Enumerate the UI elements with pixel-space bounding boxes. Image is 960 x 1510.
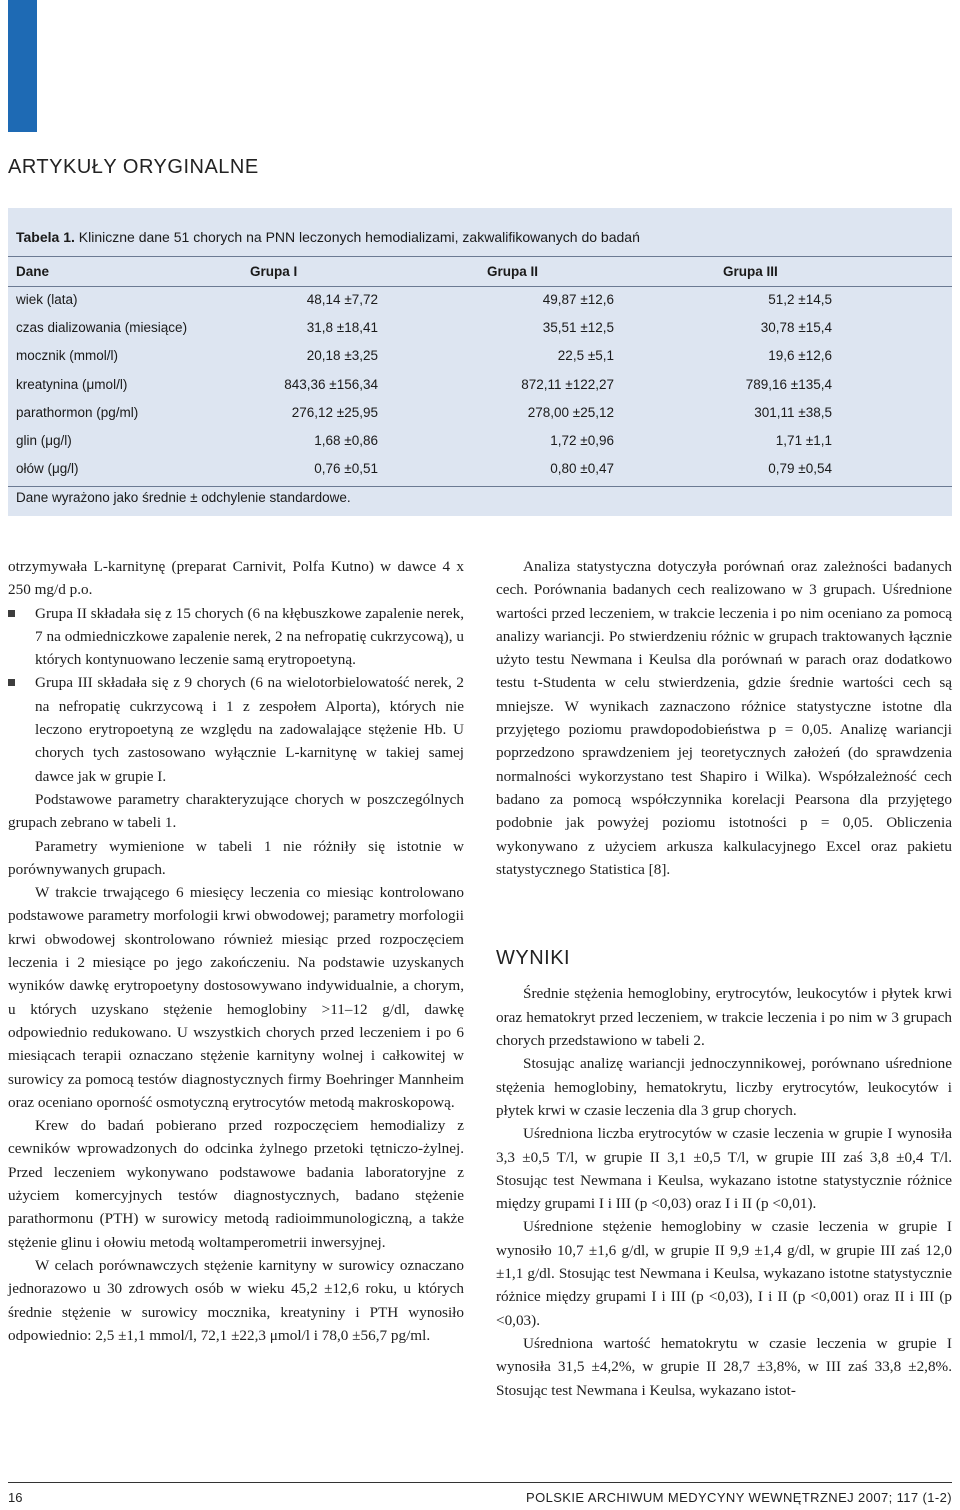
table-caption-text: Kliniczne dane 51 chorych na PNN leczonych hemodializami, zakwalifikowanych do badań	[78, 229, 640, 245]
table-caption	[16, 229, 640, 245]
body-paragraph: Analiza statystyczna dotyczyła porównań oraz zależności badanych cech. Porównania badanych cech realizowano w 3 grupach. Uśrednione wartości przed leczeniem, w trakcie leczenia i po nim oceniano za pomocą analizy wariancji. Po stwierdzeniu różnic w grupach traktowanych łącznie użyto testu Newmana i Keulsa dla porównań w parach oraz dodatkowo testu t-Studenta w celu stwierdzenia, gdzie średnie wartości cech są mniejsze. W wynikach zaznaczono różnice statystyczne istotne dla przyjętego poziomu prawdopodobieństwa p = 0,05. Analizę wariancji poprzedzono sprawdzeniem jej teoretycznych założeń (do sprawdzenia normalności wykorzystano test Shapiro i Wilka). Współzależność cech badano za pomocą współczynnika korelacji Pearsona dla przyjętego podobnie jak powyżej poziomu istotności p = 0,05. Obliczenia wykonywano z użyciem arkusza kalkulacyjnego Excel oraz pakietu statystycznego Statistica [8].	[496, 558, 952, 878]
table-row	[8, 405, 952, 427]
section-heading-wyniki: WYNIKI	[496, 947, 571, 970]
table-cell: 48,14 ±7,72	[306, 292, 378, 307]
table-rule-top	[8, 256, 952, 257]
table-cell: glin (μg/l)	[16, 433, 72, 448]
body-paragraph: Średnie stężenia hemoglobiny, erytrocytów, leukocytów i płytek krwi oraz hematokryt przed leczeniem, w trakcie leczenia i po nim w 3 grupach chorych przedstawiono w tabeli 2.	[496, 985, 952, 1050]
section-header: ARTYKUŁY ORYGINALNE	[8, 156, 259, 178]
bullet-paragraph	[8, 671, 464, 787]
table-cell: 0,76 ±0,51	[314, 461, 378, 476]
table-cell: parathormon (pg/ml)	[16, 405, 139, 420]
body-column-right	[496, 555, 952, 1402]
table-header-row	[8, 264, 952, 286]
table-cell: kreatynina (μmol/l)	[16, 377, 128, 392]
table-cell: 1,68 ±0,86	[314, 433, 378, 448]
table-row	[8, 320, 952, 342]
body-paragraph: W celach porównawczych stężenie karnityny w surowicy oznaczano jednorazowo u 30 zdrowych osób w wieku 45,2 ±12,6 roku, u których średnie stężenie w surowicy mocznika, kreatyniny i PTH wynosiło odpowiednio: 2,5 ±1,1 mmol/l, 72,1 ±22,3 μmol/l i 78,0 ±56,7 pg/ml.	[8, 1256, 464, 1344]
table-row	[8, 348, 952, 370]
table-cell: 1,72 ±0,96	[550, 433, 614, 448]
table-cell: 22,5 ±5,1	[557, 348, 614, 363]
body-paragraph: Parametry wymienione w tabeli 1 nie różniły się istotnie w porównywanych grupach.	[8, 837, 464, 878]
table-cell: 0,80 ±0,47	[550, 461, 614, 476]
table-cell: 49,87 ±12,6	[542, 292, 614, 307]
table-cell: ołów (μg/l)	[16, 461, 79, 476]
table-row	[8, 461, 952, 483]
table-row	[8, 292, 952, 314]
data-table	[8, 208, 952, 516]
table-cell: mocznik (mmol/l)	[16, 348, 119, 363]
table-cell: 872,11 ±122,27	[521, 377, 614, 392]
table-cell: 19,6 ±12,6	[768, 348, 832, 363]
table-cell: 276,12 ±25,95	[291, 405, 378, 420]
square-bullet-icon	[8, 610, 15, 617]
table-caption-number: Tabela 1.	[16, 229, 75, 245]
table-cell: 35,51 ±12,5	[542, 320, 614, 335]
table-cell: 301,11 ±38,5	[754, 405, 832, 420]
table-cell: 30,78 ±15,4	[760, 320, 832, 335]
table-cell: 278,00 ±25,12	[527, 405, 614, 420]
page-number: 16	[8, 1490, 23, 1505]
table-cell: 31,8 ±18,41	[306, 320, 378, 335]
body-paragraph: Uśredniona liczba erytrocytów w czasie leczenia w grupie I wynosiła 3,3 ±0,5 T/l, w grupie II 3,1 ±0,5 T/l, w grupie III zaś 3,8 ±0,4 T/l. Stosując test Newmana i Keulsa, wykazano istotne statystycznie różnice między grupami I i III (p <0,03) oraz I i II (p <0,01).	[496, 1125, 952, 1213]
bullet-paragraph	[8, 602, 464, 672]
table-cell: 1,71 ±1,1	[775, 433, 832, 448]
body-paragraph: Stosując analizę wariancji jednoczynnikowej, porównano uśrednione stężenia hemoglobiny, hematokrytu, liczby erytrocytów, leukocytów i płytek krwi w czasie leczenia dla 3 grup chorych.	[496, 1055, 952, 1119]
body-paragraph: Uśrednione stężenie hemoglobiny w czasie leczenia w grupie I wynosiło 10,7 ±1,6 g/dl, w grupie II 9,9 ±1,4 g/dl, w grupie III zaś 12,0 ±1,1 g/dl. Stosując test Newmana i Keulsa, wykazano istotne statystycznie różnice między grupami I i III (p <0,03), I i II (p <0,001) oraz II i III (p <0,03).	[496, 1218, 952, 1329]
square-bullet-icon	[8, 679, 15, 686]
table-cell: 789,16 ±135,4	[745, 377, 832, 392]
table-cell: 51,2 ±14,5	[768, 292, 832, 307]
table-row	[8, 377, 952, 399]
header-cell: Grupa II	[487, 264, 539, 279]
header-cell: Dane	[16, 264, 50, 279]
table-rule-bottom	[8, 486, 952, 487]
table-rule-header	[8, 286, 952, 287]
body-paragraph: Podstawowe parametry charakteryzujące chorych w poszczególnych grupach zebrano w tabeli 1.	[8, 790, 464, 832]
table-cell: wiek (lata)	[16, 292, 78, 307]
body-column-left	[8, 555, 464, 1347]
body-paragraph: W trakcie trwającego 6 miesięcy leczenia co miesiąc kontrolowano podstawowe parametry morfologii krwi obwodowej; parametry morfologii krwi obwodowej skontrolowano również miesiąc przed rozpoczęciem leczenia i 2 miesiące po jego zakończeniu. Na podstawie uzyskanych wyników dawkę erytropoetyny dostosowywano indywidualnie, a chorym, u których uzyskano stężenie hemoglobiny >11–12 g/dl, dawkę odpowiednio redukowano. U wszystkich chorych przed leczeniem i po 6 miesiącach terapii oznaczano stężenie karnityny wolnej i całkowitej w surowicy za pomocą testów diagnostycznych firmy Boehringer Mannheim oraz oceniano oporność osmotyczną erytrocytów metodą makroskopową.	[8, 884, 464, 1111]
table-cell: 843,36 ±156,34	[284, 377, 378, 392]
journal-name: POLSKIE ARCHIWUM MEDYCYNY WEWNĘTRZNEJ 2007; 117 (1-2)	[526, 1490, 952, 1505]
bullet-text: Grupa III składała się z 9 chorych (6 na wielotorbielowatość nerek, 2 na nefropatię cukrzycową i 1 z zespołem Alporta), których nie leczono erytropoetyną ze względu na zadowalające stężenie Hb. U chorych tych zastosowano wyłącznie L-karnitynę w takiej samej dawce jak w grupie I.	[35, 674, 464, 785]
table-cell: 0,79 ±0,54	[768, 461, 832, 476]
bullet-text: Grupa II składała się z 15 chorych (6 na kłębuszkowe zapalenie nerek, 7 na odmiedniczkowe zapalenie nerek, 2 na nefropatię cukrzycową), u których kontynuowano leczenie samą erytropoetyną.	[35, 604, 464, 669]
header-cell: Grupa I	[250, 264, 298, 279]
header-cell: Grupa III	[723, 264, 778, 279]
table-cell: 20,18 ±3,25	[306, 348, 378, 363]
table-row	[8, 433, 952, 455]
table-cell: czas dializowania (miesiące)	[16, 320, 188, 335]
accent-bar	[8, 0, 37, 132]
body-paragraph: Krew do badań pobierano przed rozpoczęciem hemodializy z cewników wprowadzonych do odcinka żylnego przetoki tętniczo-żylnej. Przed leczeniem wykonywano podstawowe badania laboratoryjne z użyciem komercyjnych testów diagnostycznych, badano stężenie parathormonu (PTH) w surowicy metodą radioimmunologiczną, a także stężenie glinu i ołowiu metodą woltamperometrii inwersyjnej.	[8, 1117, 464, 1251]
body-paragraph: otrzymywała L-karnitynę (preparat Carnivit, Polfa Kutno) w dawce 4 x 250 mg/d p.o.	[8, 558, 464, 599]
table-footnote: Dane wyrażono jako średnie ± odchylenie standardowe.	[16, 490, 351, 505]
footer-rule	[8, 1482, 952, 1483]
body-paragraph: Uśredniona wartość hematokrytu w czasie leczenia w grupie I wynosiła 31,5 ±4,2%, w grupie II 28,7 ±3,8%, w III zaś 33,8 ±2,8%. Stosując test Newmana i Keulsa, wykazano istot-	[496, 1334, 952, 1399]
